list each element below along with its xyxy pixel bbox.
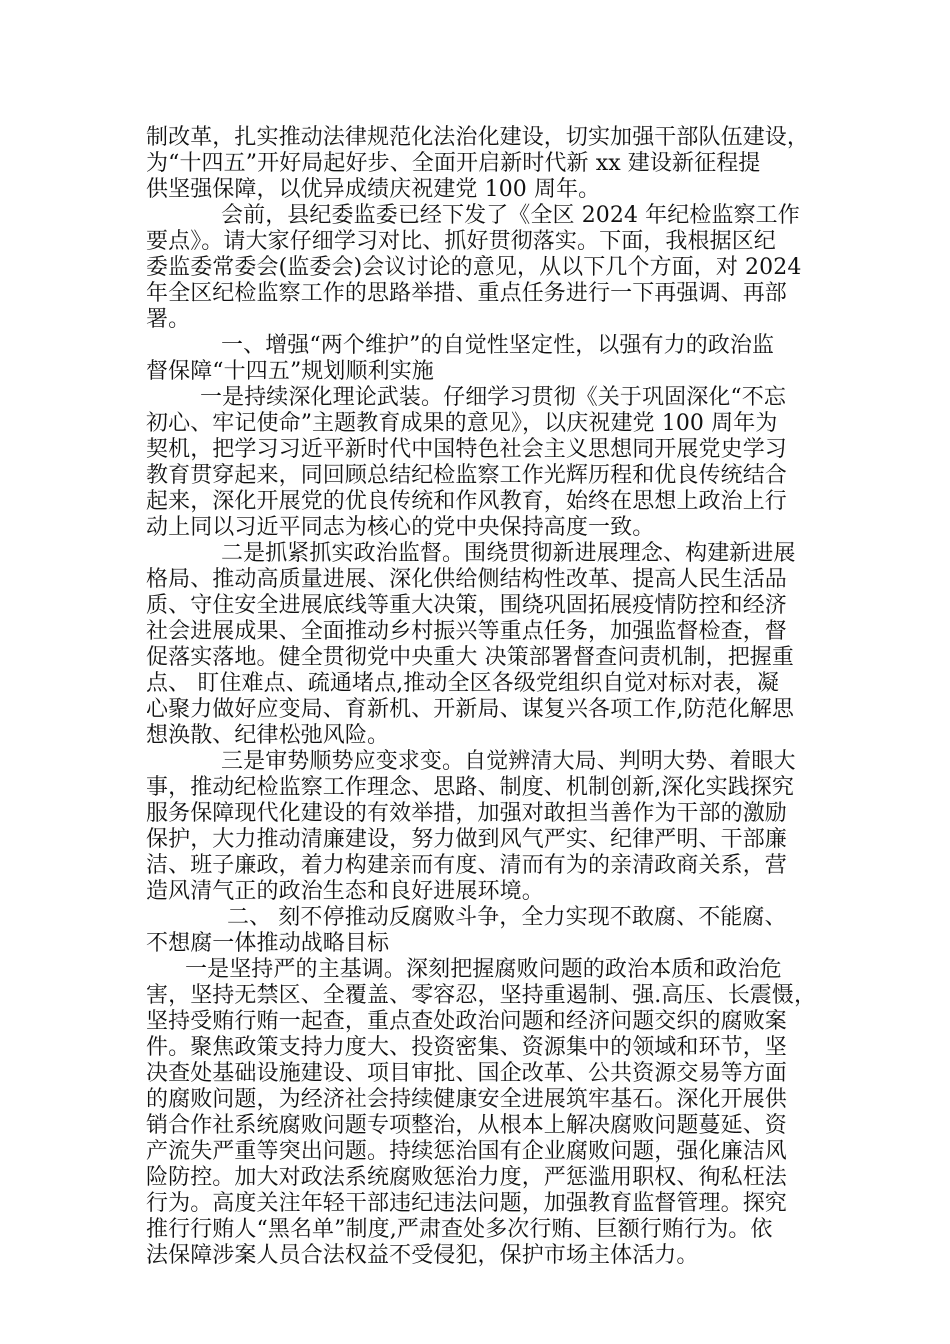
text-line: 造风清气正的政治生态和良好进展环境。 [146, 879, 544, 904]
text-line: 年全区纪检监察工作的思路举措、重点任务进行一下再强调、再部 [146, 281, 787, 306]
text-line: 三是审势顺势应变求变。自觉辨清大局、判明大势、着眼大 [221, 749, 796, 774]
text-line: 事，推动纪检监察工作理念、思路、制度、机制创新,深化实践探究 [146, 775, 794, 800]
text-line: 教育贯穿起来，同回顾总结纪检监察工作光辉历程和优良传统结合 [146, 463, 787, 488]
text-line: 服务保障现代化建设的有效举措，加强对敢担当善作为干部的激励 [146, 801, 787, 826]
text-line: 动上同以习近平同志为核心的党中央保持高度一致。 [146, 515, 655, 540]
text-line: 点、 盯住难点、疏通堵点,推动全区各级党组织自觉对标对表，凝 [146, 671, 779, 696]
section-heading: 二、 刻不停推动反腐败斗争，全力实现不敢腐、不能腐、 [227, 905, 787, 930]
text-line: 保护，大力推动清廉建设，努力做到风气严实、纪律严明、干部廉 [146, 827, 787, 852]
text-line: 委监委常委会(监委会)会议讨论的意见，从以下几个方面，对 2024 [146, 255, 802, 280]
text-line: 会前，县纪委监委已经下发了《全区 2024 年纪检监察工作 [221, 203, 800, 228]
text-line: 害，坚持无禁区、全覆盖、零容忍，坚持重遏制、强.高压、长震慑， [146, 983, 817, 1008]
text-line: 质、守住安全进展底线等重大决策，围绕巩固拓展疫情防控和经济 [146, 593, 787, 618]
text-line: 产流失严重等突出问题。持续惩治国有企业腐败问题，强化廉洁风 [146, 1139, 787, 1164]
text-line: 险防控。加大对政法系统腐败惩治力度，严惩滥用职权、徇私枉法 [146, 1165, 787, 1190]
text-line: 一是持续深化理论武装。仔细学习贯彻《关于巩固深化“不忘 [200, 385, 786, 410]
text-line: 心聚力做好应变局、育新机、开新局、谋复兴各项工作,防范化解思 [146, 697, 794, 722]
text-line: 促落实落地。健全贯彻党中央重大 决策部署督查问责机制，把握重 [146, 645, 794, 670]
text-line: 销合作社系统腐败问题专项整治，从根本上解决腐败问题蔓延、资 [146, 1113, 787, 1138]
text-line: 起来，深化开展党的优良传统和作风教育，始终在思想上政治上行 [146, 489, 787, 514]
section-heading: 不想腐一体推动战略目标 [146, 931, 390, 956]
text-line: 署。 [146, 307, 191, 332]
section-heading: 督保障“十四五”规划顺利实施 [146, 359, 434, 384]
text-line: 社会进展成果、全面推动乡村振兴等重点任务，加强监督检查，督 [146, 619, 787, 644]
text-line: 为“十四五”开好局起好步、全面开启新时代新 xx 建设新征程提 [146, 151, 761, 176]
text-line: 的腐败问题，为经济社会持续健康安全进展筑牢基石。深化开展供 [146, 1087, 787, 1112]
text-line: 坚持受贿行贿一起查，重点查处政治问题和经济问题交织的腐败案 [146, 1009, 787, 1034]
text-line: 初心、牢记使命”主题教育成果的意见》，以庆祝建党 100 周年为 [146, 411, 778, 436]
text-line: 推行行贿人“黑名单”制度,严肃查处多次行贿、巨额行贿行为。依 [146, 1217, 773, 1242]
text-line: 契机，把学习习近平新时代中国特色社会主义思想同开展党史学习 [146, 437, 787, 462]
text-line: 决查处基础设施建设、项目审批、国企改革、公共资源交易等方面 [146, 1061, 787, 1086]
text-line: 法保障涉案人员合法权益不受侵犯，保护市场主体活力。 [146, 1243, 699, 1268]
text-line: 二是抓紧抓实政治监督。围绕贯彻新进展理念、构建新进展 [221, 541, 796, 566]
text-line: 要点》。请大家仔细学习对比、抓好贯彻落实。下面，我根据区纪 [146, 229, 776, 254]
text-line: 想涣散、纪律松弛风险。 [146, 723, 390, 748]
text-line: 制改革，扎实推动法律规范化法治化建设，切实加强干部队伍建设， [146, 125, 810, 150]
text-line: 行为。高度关注年轻干部违纪违法问题，加强教育监督管理。探究 [146, 1191, 787, 1216]
text-line: 供坚强保障，以优异成绩庆祝建党 100 周年。 [146, 177, 601, 202]
text-line: 件。聚焦政策支持力度大、投资密集、资源集中的领域和环节，坚 [146, 1035, 787, 1060]
text-line: 洁、班子廉政，着力构建亲而有度、清而有为的亲清政商关系，营 [146, 853, 787, 878]
section-heading: 一、增强“两个维护”的自觉性坚定性，以强有力的政治监 [221, 333, 775, 358]
text-line: 格局、推动高质量进展、深化供给侧结构性改革、提高人民生活品 [146, 567, 787, 592]
text-line: 一是坚持严的主基调。深刻把握腐败问题的政治本质和政治危 [185, 957, 782, 982]
